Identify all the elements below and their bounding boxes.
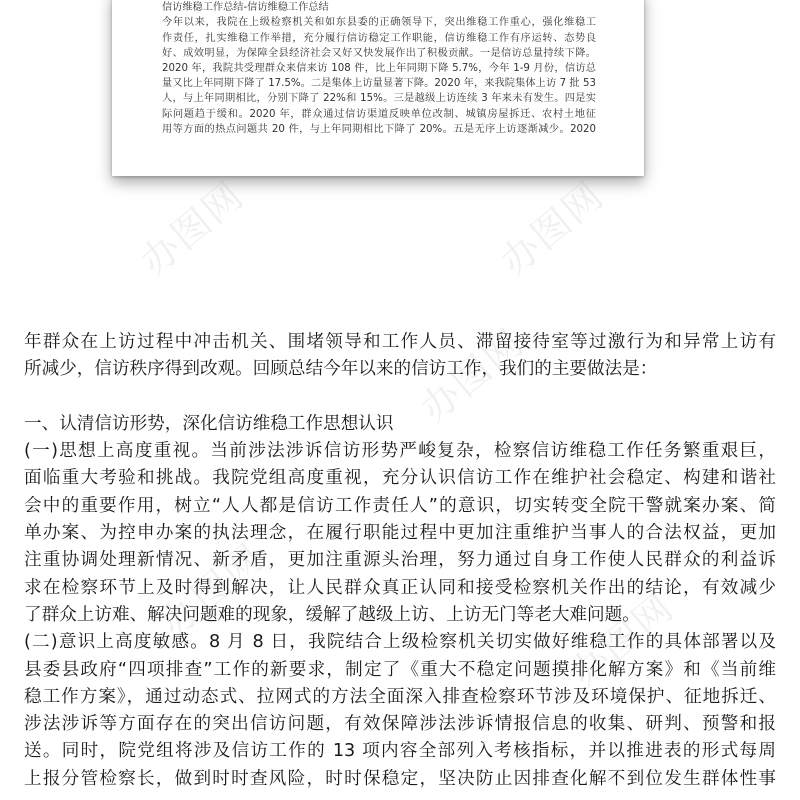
body-line: 注重协调处理新情况、新矛盾，更加注重源头治理，努力通过自身工作使人民群众的利益诉 <box>24 550 776 571</box>
body-line: 涉法涉诉等方面存在的突出信访问题，有效保障涉法涉诉情报信息的收集、研判、预警和报 <box>24 714 776 735</box>
body-line: 年群众在上访过程中冲击机关、围堵领导和工作人员、滞留接待室等过激行为和异常上访有 <box>24 332 776 352</box>
watermark: 办图网 <box>152 534 273 646</box>
preview-line: 人，与上年同期相比，分别下降了 22%和 15%。三是越级上访连续 3 年来未有发生。四是实 <box>162 93 596 105</box>
preview-title: 信访维稳工作总结-信访维稳工作总结 <box>162 2 329 14</box>
body-line: 求在检察环节上及时得到解决，让人民群众真正认同和接受检察机关作出的结论，有效减少 <box>24 577 776 598</box>
preview-text-block <box>162 0 596 137</box>
body-line: 上报分管检察长，做到时时查风险，时时保稳定，坚决防止因排查化解不到位发生群体性事 <box>24 768 776 789</box>
preview-line: 2020 年，我院共受理群众来信来访 108 件，比上年同期下降 5.7%，今年 1-9 月份，信访总 <box>162 63 596 75</box>
body-line: 会中的重要作用，树立“人人都是信访工作责任人”的意识，切实转变全院干警就案办案、简 <box>24 495 776 516</box>
watermark: 办图网 <box>562 584 683 696</box>
body-line: (一)思想上高度重视。当前涉法涉诉信访形势严峻复杂，检察信访维稳工作任务繁重艰巨， <box>24 441 776 462</box>
document-body <box>24 329 776 793</box>
preview-line: 今年以来，我院在上级检察机关和如东县委的正确领导下，突出维稳工作重心，强化维稳工 <box>162 17 596 29</box>
watermark: 办图网 <box>412 319 533 431</box>
body-line: 了群众上访难、解决问题难的现象，缓解了越级上访、上访无门等老大难问题。 <box>24 604 640 625</box>
paragraph-gap <box>24 384 776 411</box>
watermark: 办图网 <box>132 172 253 284</box>
preview-line: 际问题趋于缓和。2020 年，群众通过信访渠道反映单位改制、城镇房屋拆迁、农村土地征 <box>162 108 596 120</box>
body-line: 所减少，信访秩序得到改观。回顾总结今年以来的信访工作，我们的主要做法是： <box>24 359 658 380</box>
document-preview-card <box>112 0 644 176</box>
body-line: 送。同时，院党组将涉及信访工作的 13 项内容全部列入考核指标，并以推进表的形式每周 <box>24 741 776 762</box>
body-line: (二)意识上高度敏感。8 月 8 日，我院结合上级检察机关切实做好维稳工作的具体部署以及 <box>24 632 776 653</box>
watermark: 办图网 <box>492 172 613 284</box>
section-heading: 一、认清信访形势，深化信访维稳工作思想认识 <box>24 413 394 434</box>
preview-line: 作责任，扎实维稳工作举措，充分履行信访稳定工作职能，信访维稳工作有序运转、态势良 <box>162 32 596 44</box>
preview-line: 用等方面的热点问题共 20 件，与上年同期相比下降了 20%。五是无序上访逐渐减少。2020 <box>162 123 596 135</box>
body-line: 单办案、为控申办案的执法理念，在履行职能过程中更加注重维护当事人的合法权益，更加 <box>24 523 776 544</box>
preview-line: 好、成效明显，为保障全县经济社会又好又快发展作出了积极贡献。一是信访总量持续下降。 <box>162 47 596 59</box>
preview-line: 量又比上年同期下降了 17.5%。二是集体上访量显著下降。2020 年，来我院集体上访 7 批 53 <box>162 78 596 90</box>
body-line: 面临重大考验和挑战。我院党组高度重视，充分认识信访工作在维护社会稳定、构建和谐社 <box>24 468 776 489</box>
body-line: 县委县政府“四项排查”工作的新要求，制定了《重大不稳定问题摸排化解方案》和《当前维 <box>24 659 776 680</box>
body-line: 稳工作方案》，通过动态式、拉网式的方法全面深入排查检察环节涉及环境保护、征地拆迁、 <box>24 686 776 707</box>
